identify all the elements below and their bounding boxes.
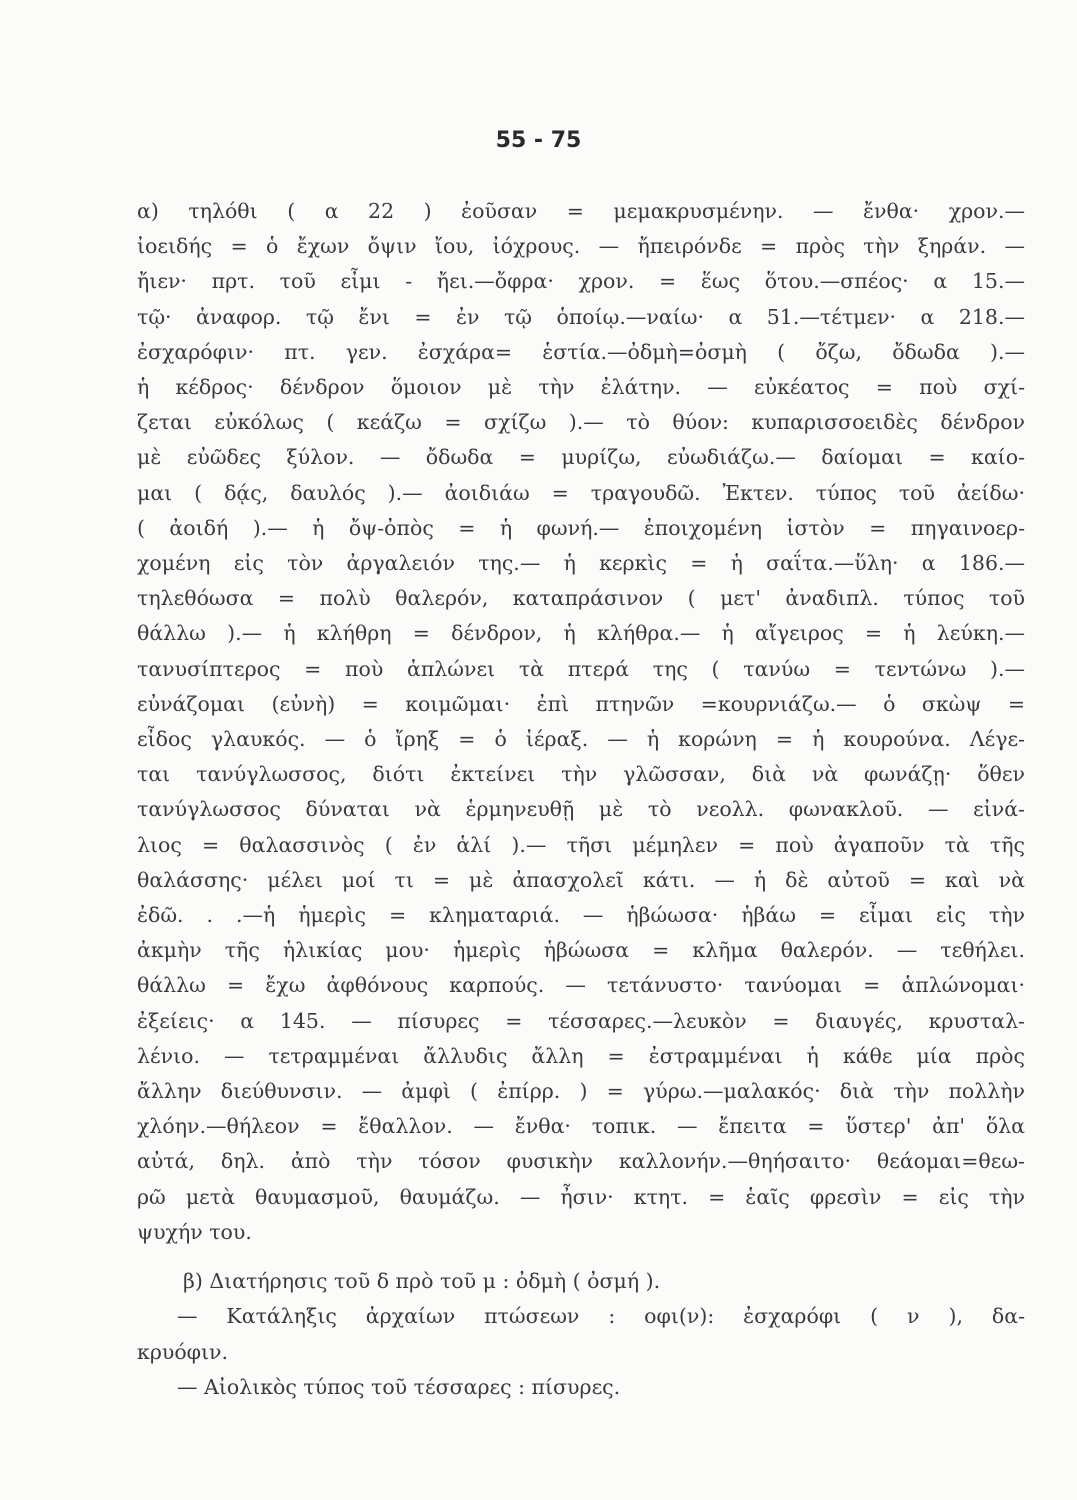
note-aeolic: — Αἰολικὸς τύπος τοῦ τέσσαρες : πίσυρες. [177,1374,621,1399]
text-line: θάλλω = ἔχω ἀφθόνους καρπούς. — τετάνυστο· τανύομαι = ἁπλώνομαι· [137,973,1025,998]
text-line: ἄλλην διεύθυνσιν. — ἀμφὶ ( ἐπίρρ. ) = γύρω.—μαλακός· διὰ τὴν πολλὴν [137,1079,1025,1104]
note-ending: — Κατάληξις ἀρχαίων πτώσεων : οφι(ν): ἐσχαρόφι ( ν ), δα- [177,1304,1025,1329]
text-line: λιος = θαλασσινὸς ( ἐν ἁλί ).— τῆσι μέμηλεν = ποὺ ἀγαποῦν τὰ τῆς [137,832,1025,857]
text-line: ἤιεν· πρτ. τοῦ εἶμι - ἤει.—ὄφρα· χρον. = ἕως ὅτου.—σπέος· α 15.— [137,269,1025,294]
text-line: θάλλω ).— ἡ κλήθρη = δένδρον, ἡ κλήθρα.— ἡ αἴγειρος = ἡ λεύκη.— [137,621,1025,646]
text-line: μαι ( δᾴς, δαυλός ).— ἀοιδιάω = τραγουδῶ. Ἐκτεν. τύπος τοῦ ἀείδω· [137,480,1025,505]
commentary-text [137,194,1025,1405]
text-line: ψυχήν του. [137,1219,252,1244]
text-line: ἐξείεις· α 145. — πίσυρες = τέσσαρες.—λευκὸν = διαυγές, κρυσταλ- [137,1008,1025,1033]
text-line: εὐνάζομαι (εὐνὴ) = κοιμῶμαι· ἐπὶ πτηνῶν =κουρνιάζω.— ὁ σκὼψ = [137,691,1025,716]
text-line: τανυσίπτερος = ποὺ ἁπλώνει τὰ πτερά της ( τανύω = τεντώνω ).— [137,656,1025,681]
note-ending-cont: κρυόφιν. [137,1339,229,1364]
text-line: τῷ· ἀναφορ. τῷ ἔνι = ἐν τῷ ὁποίῳ.—ναίω· α 51.—τέτμεν· α 218.— [137,304,1025,329]
page-number: 55 - 75 [495,128,582,153]
text-line: θαλάσσης· μέλει μοί τι = μὲ ἀπασχολεῖ κάτι. — ἡ δὲ αὐτοῦ = καὶ νὰ [137,867,1025,892]
text-line: τηλεθόωσα = πολὺ θαλερόν, καταπράσινον ( μετ' ἀναδιπλ. τύπος τοῦ [137,586,1025,611]
text-line: εἶδος γλαυκός. — ὁ ἴρηξ = ὁ ἱέραξ. — ἡ κορώνη = ἡ κουρούνα. Λέγε- [137,727,1025,752]
text-line: αὐτά, δηλ. ἀπὸ τὴν τόσον φυσικὴν καλλονήν.—θηήσαιτο· θεάομαι=θεω- [137,1149,1025,1174]
text-line: ἰοειδής = ὁ ἔχων ὄψιν ἴου, ἰόχρους. — ἤπειρόνδε = πρὸς τὴν ξηράν. — [137,234,1025,259]
text-line: ἡ κέδρος· δένδρον ὅμοιον μὲ τὴν ἐλάτην. — εὐκέατος = ποὺ σχί- [137,375,1025,400]
text-line: ἀκμὴν τῆς ἡλικίας μου· ἡμερὶς ἡβώωσα = κλῆμα θαλερόν. — τεθήλει. [137,938,1025,963]
text-line: λένιο. — τετραμμέναι ἄλλυδις ἄλλη = ἐστραμμέναι ἡ κάθε μία πρὸς [137,1043,1025,1068]
text-line: τανύγλωσσος δύναται νὰ ἑρμηνευθῇ μὲ τὸ νεολλ. φωνακλοῦ. — εἰνά- [137,797,1025,822]
text-line: μὲ εὐῶδες ξύλον. — ὄδωδα = μυρίζω, εὐωδιάζω.— δαίομαι = καίο- [137,445,1025,470]
text-line: ( ἀοιδή ).— ἡ ὄψ-ὀπὸς = ἡ φωνή.— ἐποιχομένη ἱστὸν = πηγαινοερ- [137,515,1025,540]
text-line: ἐδῶ. . .—ἡ ἡμερὶς = κληματαριά. — ἡβώωσα· ἡβάω = εἶμαι εἰς τὴν [137,903,1025,928]
text-line: ἐσχαρόφιν· πτ. γεν. ἐσχάρα= ἑστία.—ὀδμὴ=ὀσμὴ ( ὄζω, ὄδωδα ).— [137,339,1025,364]
text-line: χομένη εἰς τὸν ἀργαλειόν της.— ἡ κερκὶς = ἡ σαΐτα.—ὕλη· α 186.— [137,551,1025,576]
note-beta: β) Διατήρησις τοῦ δ πρὸ τοῦ μ : ὀδμὴ ( ὀσμή ). [183,1269,661,1294]
text-line: α) τηλόθι ( α 22 ) ἐοῦσαν = μεμακρυσμένην. — ἔνθα· χρον.— [137,199,1025,223]
text-line: ζεται εὐκόλως ( κεάζω = σχίζω ).— τὸ θύον: κυπαρισσοειδὲς δένδρον [137,410,1025,435]
text-line: ρῶ μετὰ θαυμασμοῦ, θαυμάζω. — ἦσιν· κτητ. = ἑαῖς φρεσὶν = εἰς τὴν [137,1184,1025,1209]
text-line: χλόην.—θήλεον = ἔθαλλον. — ἔνθα· τοπικ. — ἔπειτα = ὕστερ' ἀπ' ὅλα [137,1114,1025,1139]
text-line: ται τανύγλωσσος, διότι ἐκτείνει τὴν γλῶσσαν, διὰ νὰ φωνάζῃ· ὅθεν [137,762,1025,787]
